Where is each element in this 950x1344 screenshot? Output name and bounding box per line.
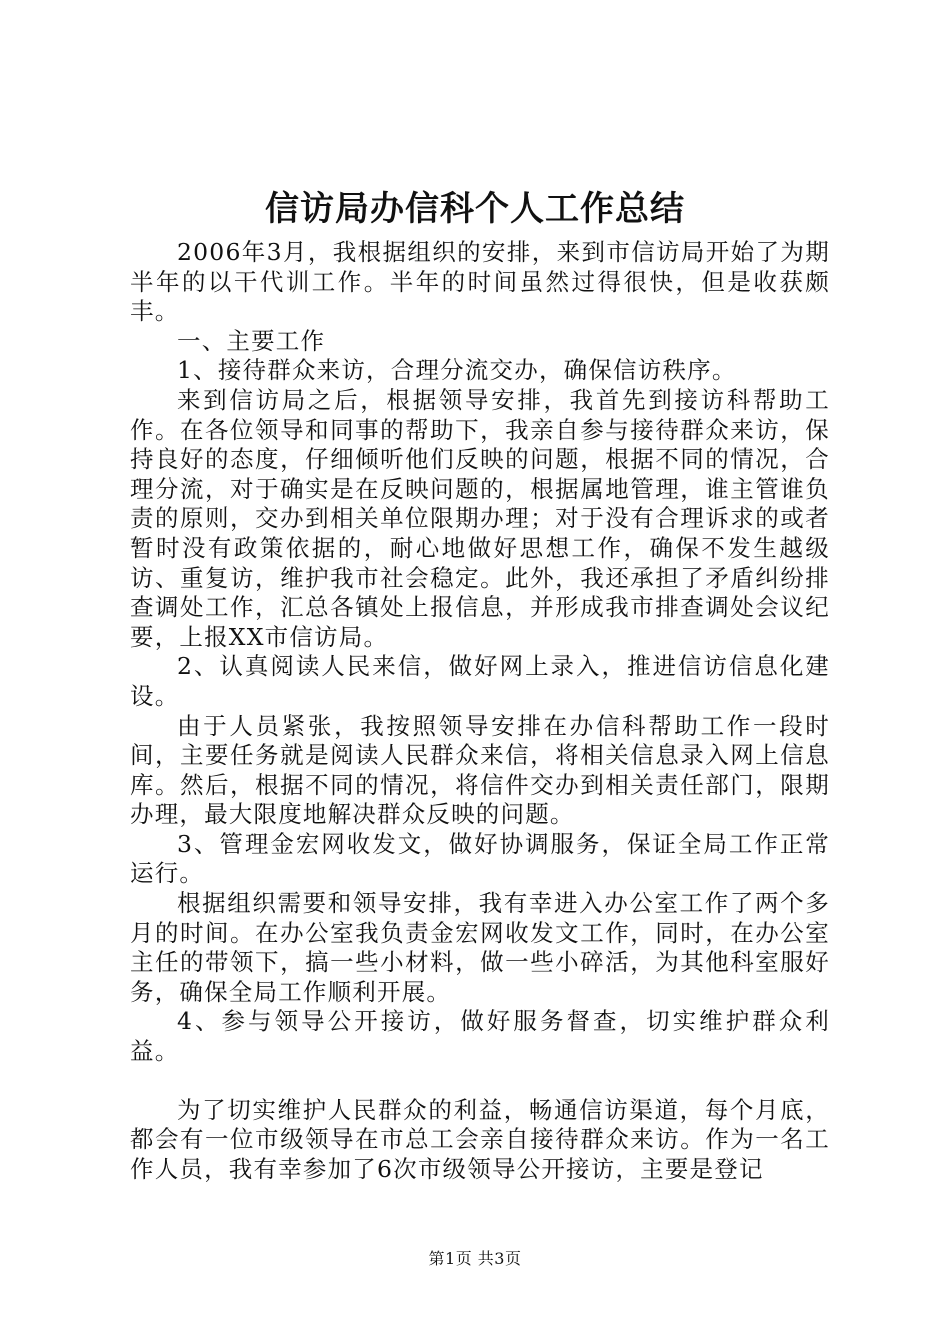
item-heading-3: 3、管理金宏网收发文，做好协调服务，保证全局工作正常运行。 — [130, 829, 830, 888]
item-heading-1: 1、接待群众来访，合理分流交办，确保信访秩序。 — [177, 356, 737, 385]
paragraph-item-2: 由于人员紧张，我按照领导安排在办信科帮助工作一段时间，主要任务就是阅读人民群众来信，将相关信息录入网上信息库。然后，根据不同的情况，将信件交办到相关责任部门，限期办理，最大限度地解决群众反映的问题。 — [130, 711, 830, 829]
paragraph-item-3: 根据组织需要和领导安排，我有幸进入办公室工作了两个多月的时间。在办公室我负责金宏网收发文工作，同时，在办公室主任的带领下，搞一些小材料，做一些小碎活，为其他科室服好务，确保全局工作顺利开展。 — [130, 889, 830, 1006]
paragraph-intro: 2006年3月，我根据组织的安排，来到市信访局开始了为期半年的以干代训工作。半年的时间虽然过得很快，但是收获颇丰。 — [130, 238, 830, 326]
item-heading-4: 4、参与领导公开接访，做好服务督查，切实维护群众利益。 — [130, 1007, 830, 1066]
document-body — [130, 238, 830, 1184]
section-heading-main-work: 一、主要工作 — [177, 326, 326, 355]
paragraph-item-4: 为了切实维护人民群众的利益，畅通信访渠道，每个月底，都会有一位市级领导在市总工会亲自接待群众来访。作为一名工作人员，我有幸参加了6次市级领导公开接访，主要是登记 — [130, 1095, 830, 1183]
paragraph-item-1: 来到信访局之后，根据领导安排，我首先到接访科帮助工作。在各位领导和同事的帮助下，我亲自参与接待群众来访，保持良好的态度，仔细倾听他们反映的问题，根据不同的情况，合理分流，对于确实是在反映问题的，根据属地管理，谁主管谁负责的原则，交办到相关单位限期办理；对于没有合理诉求的或者暂时没有政策依据的，耐心地做好思想工作，确保不发生越级访、重复访，维护我市社会稳定。此外，我还承担了矛盾纠纷排查调处工作，汇总各镇处上报信息，并形成我市排查调处会议纪要，上报XX市信访局。 — [130, 385, 830, 651]
document-title: 信访局办信科个人工作总结 — [265, 189, 685, 229]
item-heading-2: 2、认真阅读人民来信，做好网上录入，推进信访信息化建设。 — [130, 652, 830, 710]
page-number-footer: 第1页 共3页 — [428, 1249, 522, 1268]
